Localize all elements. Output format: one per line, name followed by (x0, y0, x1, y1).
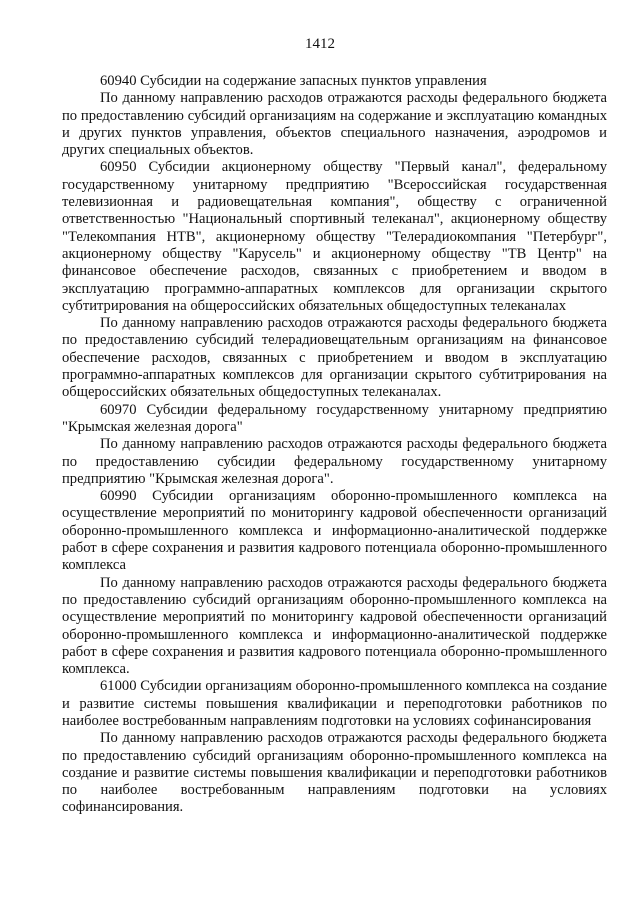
section-description-61000: По данному направлению расходов отражаются расходы федерального бюджета по предоставлению субсидий организациям оборонно-промышленного комплекса на создание и развитие системы повышения квалификации и переподготовки работников по наиболее востребованным направлениям подготовки на условиях софинансирования. (62, 730, 607, 816)
section-heading-60940: 60940 Субсидии на содержание запасных пунктов управления (100, 73, 487, 89)
document-body (62, 73, 607, 817)
section-description-60940: По данному направлению расходов отражаются расходы федерального бюджета по предоставлению субсидий организациям на содержание и эксплуатацию командных и других пунктов управления, объектов специального назначения, аэродромов и других специальных объектов. (62, 90, 607, 159)
section-description-60950: По данному направлению расходов отражаются расходы федерального бюджета по предоставлению субсидий телерадиовещательным организациям на финансовое обеспечение расходов, связанных с приобретением и вводом в эксплуатацию программно-аппаратных комплексов для организации скрытого субтитрирования на общероссийских обязательных общедоступных телеканалах. (62, 315, 607, 401)
section-heading-60990: 60990 Субсидии организациям оборонно-промышленного комплекса на осуществление мероприятий по мониторингу кадровой обеспеченности организаций оборонно-промышленного комплекса и информационно-аналитической поддержке работ в сфере сохранения и развития кадрового потенциала оборонно-промышленного комплекса (62, 488, 607, 574)
section-heading-60950: 60950 Субсидии акционерному обществу "Первый канал", федеральному государственному унитарному предприятию "Всероссийская государственная телевизионная и радиовещательная компания", обществу с ограниченной ответственностью "Национальный спортивный телеканал", акционерному обществу "Телекомпания НТВ", акционерному обществу "Телерадиокомпания "Петербург", акционерному обществу "Карусель" и акционерному обществу "ТВ Центр" на финансовое обеспечение расходов, связанных с приобретением и вводом в эксплуатацию программно-аппаратных комплексов для организации скрытого субтитрирования на общероссийских обязательных общедоступных телеканалах (62, 159, 607, 314)
section-heading-61000: 61000 Субсидии организациям оборонно-промышленного комплекса на создание и развитие системы повышения квалификации и переподготовки работников по наиболее востребованным направлениям подготовки на условиях софинансирования (62, 678, 607, 729)
section-heading-60970: 60970 Субсидии федеральному государственному унитарному предприятию "Крымская железная дорога" (62, 401, 607, 435)
section-description-60990: По данному направлению расходов отражаются расходы федерального бюджета по предоставлению субсидий организациям оборонно-промышленного комплекса на осуществление мероприятий по мониторингу кадровой обеспеченности организаций оборонно-промышленного комплекса и информационно-аналитической поддержке работ в сфере сохранения и развития кадрового потенциала оборонно-промышленного комплекса. (62, 574, 607, 678)
page-number: 1412 (305, 36, 335, 52)
section-description-60970: По данному направлению расходов отражаются расходы федерального бюджета по предоставлению субсидии федеральному государственному унитарному предприятию "Крымская железная дорога". (62, 436, 607, 487)
